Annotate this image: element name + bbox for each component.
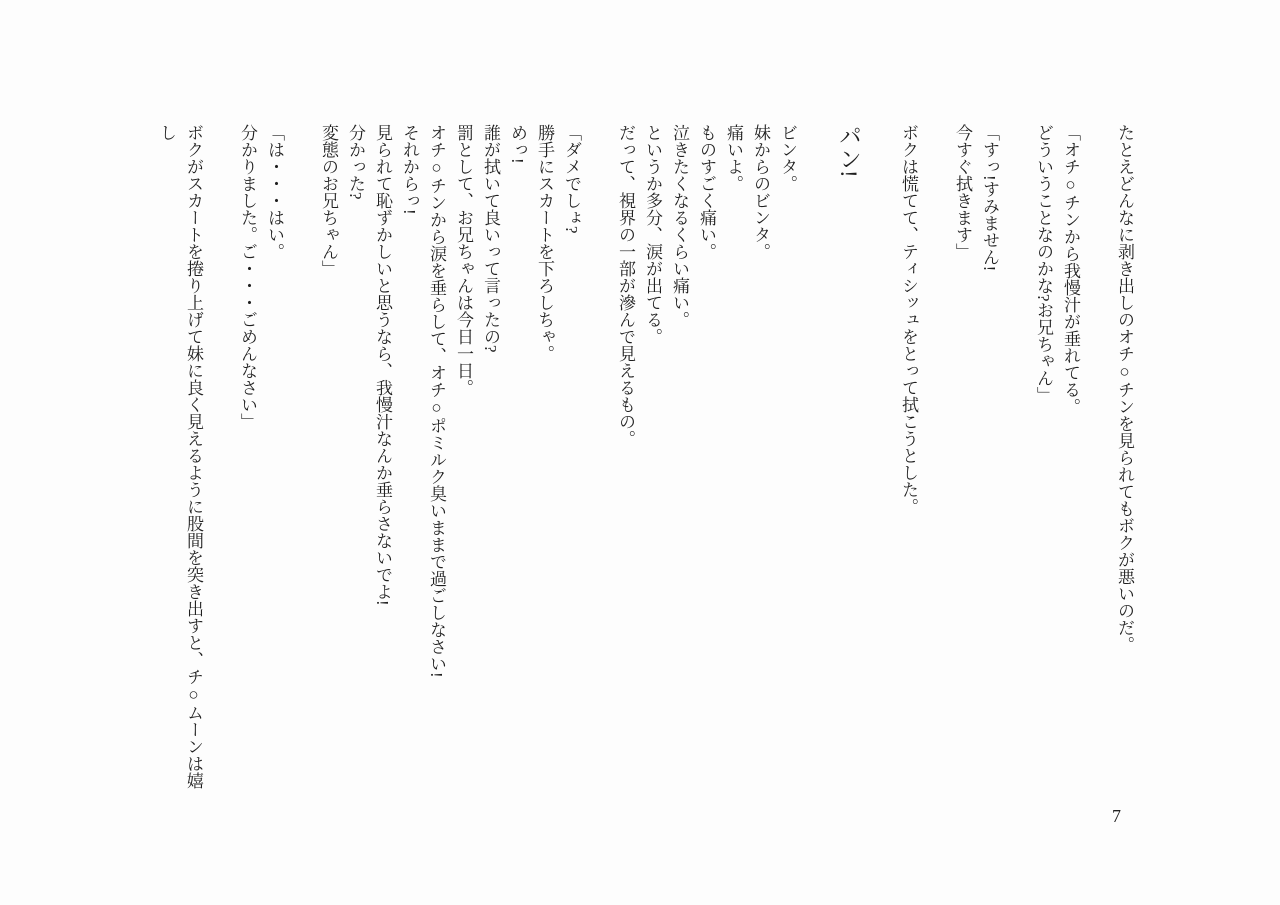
text-column: 「オチ○チンから我慢汁が垂れてる。 bbox=[1061, 124, 1080, 415]
text-column: どういうことなのかな?お兄ちゃん」 bbox=[1034, 124, 1053, 404]
vertical-text-block bbox=[128, 124, 1138, 804]
text-column: だって、視界の一部が滲んで見えるもの。 bbox=[616, 124, 635, 447]
text-column: ビンタ。 bbox=[778, 124, 797, 192]
text-column: 誰が拭いて良いって言ったの? bbox=[481, 124, 500, 353]
text-column: それからっ! bbox=[400, 124, 419, 215]
text-column: 痛いよ。 bbox=[724, 124, 743, 192]
text-column: 見られて恥ずかしいと思うなら、我慢汁なんか垂らさないでよ! bbox=[373, 124, 392, 606]
text-column: 分かった? bbox=[346, 124, 365, 200]
text-column: ボクは慌てて、ティシッュをとって拭こうとした。 bbox=[899, 124, 918, 515]
text-column: めっ! bbox=[508, 124, 527, 164]
text-column-emphasis: パン! bbox=[836, 124, 861, 178]
text-column: 勝手にスカートを下ろしちゃ。 bbox=[535, 124, 554, 362]
text-column: 「は・・・はい。 bbox=[265, 124, 284, 260]
text-column: ボクがスカートを捲り上げて妹に良く見えるように股間を突き出すと、チ○ムーンは嬉し bbox=[157, 124, 203, 789]
page-number: 7 bbox=[1112, 806, 1121, 826]
text-column: 変態のお兄ちゃん」 bbox=[319, 124, 338, 277]
text-column: 妹からのビンタ。 bbox=[751, 124, 770, 260]
text-column: 罰として、お兄ちゃんは今日一日。 bbox=[454, 124, 473, 396]
text-column: ものすごく痛い。 bbox=[697, 124, 716, 260]
text-column: たとえどんなに剥き出しのオチ○チンを見られてもボクが悪いのだ。 bbox=[1115, 124, 1134, 653]
text-column: 今すぐ拭きます」 bbox=[953, 124, 972, 260]
text-column: 「すっ!すみません! bbox=[980, 124, 999, 272]
text-column: 泣きたくなるくらい痛い。 bbox=[670, 124, 689, 328]
text-column: オチ○チンから涙を垂らして、オチ○ポミルク臭いままで過ごしなさい! bbox=[427, 124, 446, 678]
text-column: 「ダメでしょ? bbox=[562, 124, 581, 234]
text-column: というか多分、涙が出てる。 bbox=[643, 124, 662, 345]
text-column: 分かりました。ご・・・ごめんなさい」 bbox=[238, 124, 257, 430]
